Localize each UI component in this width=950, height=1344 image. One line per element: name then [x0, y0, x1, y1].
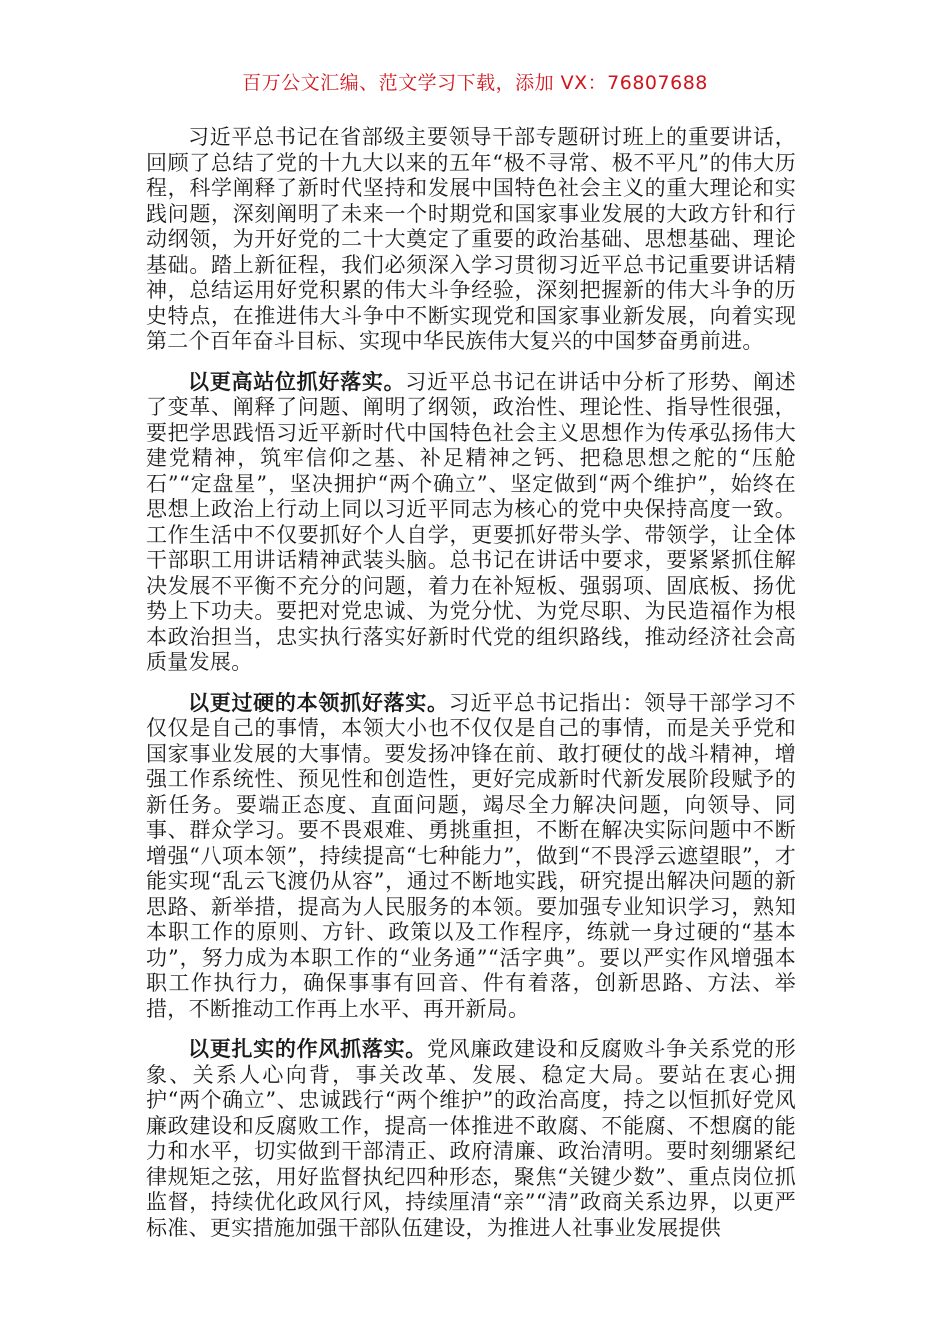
paragraph-text: 习近平总书记在省部级主要领导干部专题研讨班上的重要讲话，回顾了总结了党的十九大以来的五年“极不寻常、极不平凡”的伟大历程，科学阐释了新时代坚持和发展中国特色社会主义的重大理论和实践问题，深刻阐明了未来一个时期党和国家事业发展的大政方针和行动纲领，为开好党的二十大奠定了重要的政治基础、思想基础、理论基础。踏上新征程，我们必须深入学习贯彻习近平总书记重要讲话精神，总结运用好党积累的伟大斗争经验，深刻把握新的伟大斗争的历史特点，在推进伟大斗争中不断实现党和国家事业新发展，向着实现第二个百年奋斗目标、实现中华民族伟大复兴的中国梦奋勇前进。 — [146, 125, 796, 353]
paragraph-lead: 以更扎实的作风抓落实。 — [188, 1036, 428, 1061]
paragraph-text: 习近平总书记指出：领导干部学习不仅仅是自己的事情，本领大小也不仅仅是自己的事情，而是关乎党和国家事业发展的大事情。要发扬冲锋在前、敢打硬仗的战斗精神，增强工作系统性、预见性和创造性，更好完成新时代新发展阶段赋予的新任务。要端正态度、直面问题，竭尽全力解决问题，向领导、同事、群众学习。要不畏艰难、勇挑重担，不断在解决实际问题中不断增强“八项本领”，持续提高“七种能力”，做到“不畏浮云遮望眼”，才能实现“乱云飞渡仍从容”，通过不断地实践，研究提出解决问题的新思路、新举措，提高为人民服务的本领。要加强专业知识学习，熟知本职工作的原则、方针、政策以及工作程序，练就一身过硬的“基本功”，努力成为本职工作的“业务通”“活字典”。要以严实作风增强本职工作执行力，确保事事有回音、件有着落，创新思路、方法、举措，不断推动工作再上水平、再开新局。 — [146, 690, 796, 1021]
paragraph-higher-standpoint — [146, 369, 796, 676]
document-body — [146, 125, 796, 1255]
paragraph-solid-style — [146, 1036, 796, 1241]
paragraph-harder-skills — [146, 690, 796, 1023]
header-banner: 百万公文汇编、范文学习下载，添加 VX：76807688 — [242, 72, 708, 94]
paragraph-lead: 以更过硬的本领抓好落实。 — [188, 689, 449, 715]
paragraph-intro — [146, 125, 796, 355]
paragraph-text: 习近平总书记在讲话中分析了形势、阐述了变革、阐释了问题、阐明了纲领，政治性、理论性、指导性很强，要把学思践悟习近平新时代中国特色社会主义思想作为传承弘扬伟大建党精神，筑牢信仰之基、补足精神之钙、把稳思想之舵的“压舱石”“定盘星”，坚决拥护“两个确立”、坚定做到“两个维护”，始终在思想上政治上行动上同以习近平同志为核心的党中央保持高度一致。工作生活中不仅要抓好个人自学，更要抓好带头学、带领学，让全体干部职工用讲话精神武装头脑。总书记在讲话中要求，要紧紧抓住解决发展不平衡不充分的问题，着力在补短板、强弱项、固底板、扬优势上下功夫。要把对党忠诚、为党分忧、为党尽职、为民造福作为根本政治担当，忠实执行落实好新时代党的组织路线，推动经济社会高质量发展。 — [146, 369, 796, 674]
paragraph-lead: 以更高站位抓好落实。 — [188, 368, 406, 394]
paragraph-text: 党风廉政建设和反腐败斗争关系党的形象、关系人心向背，事关改革、发展、稳定大局。要站在衷心拥护“两个确立”、忠诚践行“两个维护”的政治高度，持之以恒抓好党风廉政建设和反腐败工作，提高一体推进不敢腐、不能腐、不想腐的能力和水平，切实做到干部清正、政府清廉、政治清明。要时刻绷紧纪律规矩之弦，用好监督执纪四种形态，聚焦“关键少数”、重点岗位抓监督，持续优化政风行风，持续厘清“亲”“清”政商关系边界，以更严标准、更实措施加强干部队伍建设，为推进人社事业发展提供 — [146, 1037, 796, 1240]
